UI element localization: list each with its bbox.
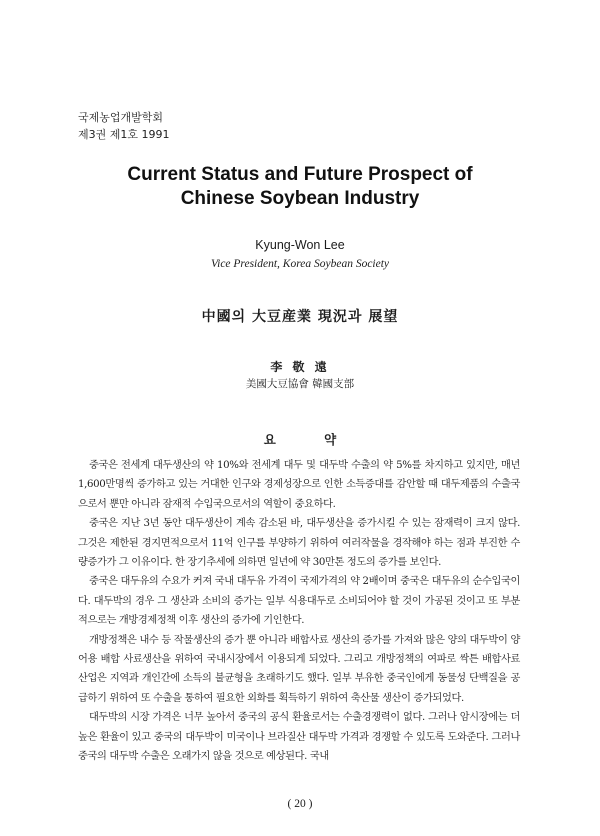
paper-title xyxy=(0,163,600,211)
abstract-paragraph-5: 대두박의 시장 가격은 너무 높아서 중국의 공식 환율로서는 수출경쟁력이 없다. 그러나 암시장에는 더 높은 환율이 있고 중국의 대두박이 미국이나 브라질산 대두박 가격과 경쟁할 수 있도록 도와준다. 그러나 중국의 대두박 수출은 오래가지 않을 것으로 예상된다. 국내 xyxy=(78,712,520,763)
author-affiliation: Vice President, Korea Soybean Society xyxy=(210,258,390,270)
abstract-body xyxy=(78,456,520,767)
abstract-paragraph-2: 중국은 지난 3년 동안 대두생산이 계속 감소된 바, 대두생산을 증가시킬 수 있는 잠재력이 크지 않다. 그것은 제한된 경지면적으로서 11억 인구를 부양하기 위하여 여러작물을 경작해야 하는 점과 부진한 수량증가가 그 이유이다. 한 장기추세에 의하면 일년에 약 30만톤 정도의 증가를 보인다. xyxy=(78,518,520,569)
paper-title-line-2: Chinese Soybean Industry xyxy=(180,188,420,209)
paper-title-line-1: Current Status and Future Prospect of xyxy=(127,164,473,185)
abstract-paragraph-4: 개방정책은 내수 등 작물생산의 증가 뿐 아니라 배합사료 생산의 증가를 가져와 많은 양의 대두박이 양어용 배합 사료생산을 위하여 국내시장에서 이용되게 되었다. 그리고 개방정책의 여파로 싹튼 배합사료산업은 지역과 개인간에 소득의 불균형을 초래하기도 했다. 일부 부유한 중국인에게 동물성 단백질을 공급하기 위하여 또 수출을 통하여 필요한 외화를 획득하기 위하여 축산물 생산이 증가되었다. xyxy=(78,634,520,704)
korean-title: 中國의 大豆産業 現況과 展望 xyxy=(201,309,399,325)
author-name: Kyung-Won Lee xyxy=(255,238,345,252)
journal-issue: 제3권 제1호 1991 xyxy=(78,128,170,141)
journal-info xyxy=(78,109,170,143)
abstract-paragraph-1: 중국은 전세계 대두생산의 약 10%와 전세계 대두 및 대두박 수출의 약 5%를 차지하고 있지만, 매년 1,600만명씩 증가하고 있는 거대한 인구와 경제성장으로 인한 소득증대를 감안할 때 대두제품의 수출국으로서 뿐만 아니라 잠재적 수입국으로서의 역할이 중요하다. xyxy=(78,460,520,510)
page-number: ( 20 ) xyxy=(287,798,313,810)
korean-affiliation: 美國大豆協會 韓國支部 xyxy=(245,378,355,390)
journal-society: 국제농업개발학회 xyxy=(78,111,164,124)
abstract-paragraph-3: 중국은 대두유의 수요가 커져 국내 대두유 가격이 국제가격의 약 2배이며 중국은 대두유의 순수입국이다. 대두박의 경우 그 생산과 소비의 증가는 일부 식용대두로 소비되어야 할 것이 가공된 것이고 또 부분적으로는 개방경제정책 이후 생산의 증가에 기인한다. xyxy=(78,576,520,627)
korean-author: 李 敬 遠 xyxy=(270,360,330,374)
abstract-heading: 요 약 xyxy=(263,432,359,447)
